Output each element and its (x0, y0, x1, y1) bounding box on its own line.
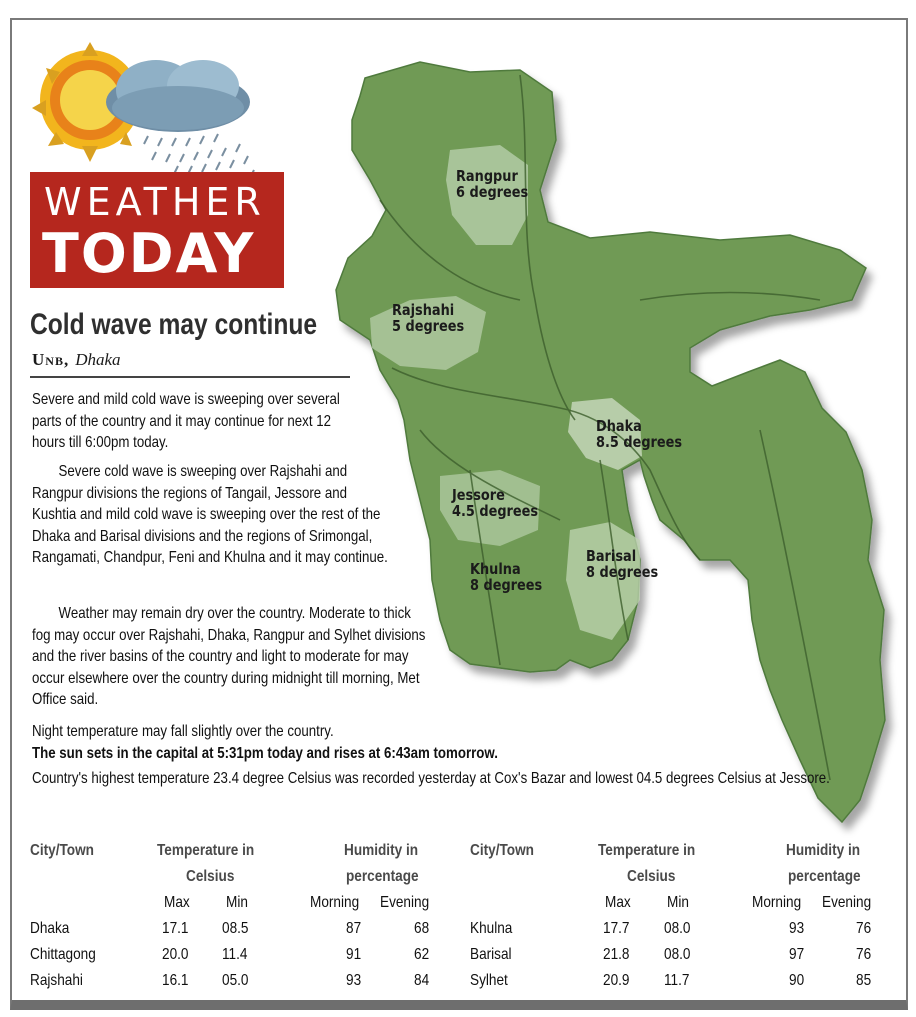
table-cell-min: 11.4 (222, 946, 248, 963)
table-header-city: City/Town (470, 842, 534, 859)
map-label-value: 6 degrees (456, 183, 529, 201)
article-paragraph: Severe and mild cold wave is sweeping over several parts of the country and it may continue for next 12 hours till 6:00pm today. (32, 391, 340, 451)
table-header-max: Max (164, 894, 190, 911)
map-label-value: 8 degrees (586, 563, 659, 581)
map-label-name: Jessore (452, 486, 505, 504)
table-cell-min: 08.0 (664, 946, 691, 963)
map-label-jessore (452, 487, 538, 519)
table-cell-min: 08.5 (222, 920, 249, 937)
table-header-temperature-unit: Celsius (627, 868, 676, 885)
table-header-humidity-unit: percentage (346, 868, 419, 885)
map-label-name: Barisal (586, 547, 637, 565)
article-paragraph: Country's highest temperature 23.4 degree Celsius was recorded yesterday at Cox's Bazar and lowest 04.5 degrees Celsius at Jessore. (32, 770, 830, 787)
table-cell-city: Barisal (470, 946, 512, 963)
weather-today-banner (30, 172, 284, 288)
banner-title-weather: WEATHER (44, 180, 266, 224)
table-cell-city: Sylhet (470, 972, 508, 989)
table-header-morning: Morning (752, 894, 802, 911)
table-cell-evening: 62 (414, 946, 430, 963)
table-cell-city: Rajshahi (30, 972, 83, 989)
table-header-humidity-unit: percentage (788, 868, 861, 885)
table-cell-max: 20.0 (162, 946, 189, 963)
table-cell-max: 21.8 (603, 946, 630, 963)
table-cell-evening: 76 (856, 946, 872, 963)
map-label-value: 8.5 degrees (596, 433, 683, 451)
map-label-value: 5 degrees (392, 317, 465, 335)
map-label-value: 8 degrees (470, 576, 543, 594)
table-cell-city: Chittagong (30, 946, 96, 963)
table-cell-min: 05.0 (222, 972, 249, 989)
table-header-evening: Evening (380, 894, 430, 911)
banner-title-today: TODAY (42, 222, 256, 285)
table-header-min: Min (667, 894, 689, 911)
table-cell-evening: 85 (856, 972, 872, 989)
map-label-khulna (470, 561, 542, 593)
table-cell-max: 17.7 (603, 920, 630, 937)
table-header-morning: Morning (310, 894, 360, 911)
table-cell-morning: 97 (789, 946, 805, 963)
article-headline: Cold wave may continue (30, 308, 318, 341)
table-cell-morning: 93 (789, 920, 805, 937)
table-header-evening: Evening (822, 894, 872, 911)
map-label-name: Khulna (470, 560, 521, 578)
sun-behind-rain-cloud-icon (28, 38, 278, 178)
map-label-rajshahi (392, 302, 464, 334)
byline-divider (30, 376, 350, 378)
table-cell-morning: 87 (346, 920, 362, 937)
table-cell-min: 11.7 (664, 972, 690, 989)
map-label-name: Rajshahi (392, 301, 455, 319)
table-header-city: City/Town (30, 842, 94, 859)
table-cell-city: Dhaka (30, 920, 70, 937)
table-cell-max: 17.1 (162, 920, 189, 937)
table-header-min: Min (226, 894, 248, 911)
table-cell-min: 08.0 (664, 920, 691, 937)
table-cell-evening: 84 (414, 972, 430, 989)
article-paragraph: Severe cold wave is sweeping over Rajshahi and Rangpur divisions the regions of Tangail, Jessore and Kushtia and mild cold wave is sweeping over the rest of the Dhaka and Barisal divisions and the regions of Srimongal, Rangamati, Chandpur, Feni and Khulna and it may continue. (32, 463, 388, 566)
byline (32, 350, 121, 370)
map-label-name: Rangpur (456, 167, 518, 185)
table-cell-evening: 68 (414, 920, 430, 937)
map-label-rangpur (456, 168, 528, 200)
map-label-value: 4.5 degrees (452, 502, 539, 520)
table-cell-morning: 91 (346, 946, 362, 963)
cloud-icon (106, 60, 250, 132)
table-cell-morning: 93 (346, 972, 362, 989)
map-label-name: Dhaka (596, 417, 642, 435)
table-header-temperature: Temperature in (598, 842, 696, 859)
article-paragraph-bold: The sun sets in the capital at 5:31pm today and rises at 6:43am tomorrow. (32, 745, 498, 762)
table-cell-max: 16.1 (162, 972, 189, 989)
byline-place: Dhaka (75, 350, 121, 369)
table-cell-evening: 76 (856, 920, 872, 937)
byline-agency: Unb, (32, 350, 70, 369)
table-header-temperature-unit: Celsius (186, 868, 235, 885)
article-paragraph: Weather may remain dry over the country. Moderate to thick fog may occur over Rajshahi, Dhaka, Rangpur and Sylhet divisions and the river basins of the country and light to moderate for may occur elsewhere over the country during midnight till morning, Met Office said. (32, 605, 426, 708)
table-header-temperature: Temperature in (157, 842, 255, 859)
map-label-barisal (586, 548, 658, 580)
table-cell-city: Khulna (470, 920, 513, 937)
table-header-max: Max (605, 894, 631, 911)
article-paragraph: Night temperature may fall slightly over the country. (32, 723, 334, 740)
table-header-humidity: Humidity in (786, 842, 861, 859)
map-label-dhaka (596, 418, 682, 450)
table-cell-max: 20.9 (603, 972, 630, 989)
table-header-humidity: Humidity in (344, 842, 419, 859)
table-cell-morning: 90 (789, 972, 805, 989)
